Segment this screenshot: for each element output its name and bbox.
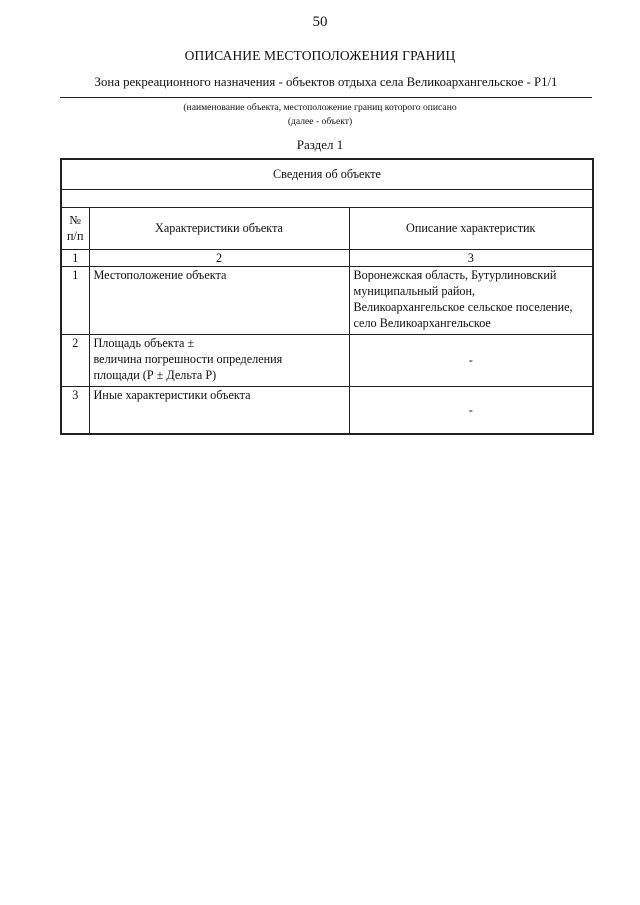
table-row [61, 266, 593, 334]
table-section-header: Сведения об объекте [61, 159, 593, 189]
table-spacer-row [61, 189, 593, 207]
object-caption-line-2: (далее - объект) [287, 116, 353, 127]
description-line: муниципальный район, [353, 283, 476, 298]
underline-rule [60, 97, 592, 98]
row-description: - [349, 334, 593, 386]
description-line: село Великоархангельское [353, 315, 491, 330]
characteristic-line: величина погрешности определения [93, 351, 283, 366]
table-row [61, 386, 593, 434]
row-number: 1 [61, 266, 89, 334]
description-line: Великоархангельское сельское поселение, [353, 299, 573, 314]
row-description [349, 266, 593, 334]
characteristic-line: Местоположение объекта [93, 267, 227, 282]
object-caption-line-1: (наименование объекта, местоположение границ которого описано [183, 102, 457, 113]
characteristic-line: Иные характеристики объекта [93, 387, 251, 402]
table-row [61, 334, 593, 386]
column-number-2: 2 [89, 249, 349, 266]
header-characteristic: Характеристики объекта [89, 207, 349, 249]
page-number: 50 [312, 14, 328, 30]
document-title: ОПИСАНИЕ МЕСТОПОЛОЖЕНИЯ ГРАНИЦ [184, 48, 456, 63]
column-number-3: 3 [349, 249, 593, 266]
row-characteristic [89, 386, 349, 434]
section-label: Раздел 1 [296, 137, 344, 152]
description-line: Воронежская область, Бутурлиновский [353, 267, 557, 282]
characteristic-line: площади (Р ± Дельта Р) [93, 367, 217, 382]
row-characteristic [89, 266, 349, 334]
row-number: 2 [61, 334, 89, 386]
row-number: 3 [61, 386, 89, 434]
header-number-line-1: № [69, 213, 82, 227]
column-number-1: 1 [61, 249, 89, 266]
row-description: - [349, 386, 593, 434]
row-characteristic [89, 334, 349, 386]
header-description: Описание характеристик [349, 207, 593, 249]
characteristic-line: Площадь объекта ± [93, 335, 195, 350]
header-number-line-2: п/п [67, 229, 84, 243]
object-info-table [60, 158, 594, 435]
zone-name: Зона рекреационного назначения - объектов отдыха села Великоархангельское - Р1/1 [94, 75, 558, 89]
header-number [61, 207, 89, 249]
